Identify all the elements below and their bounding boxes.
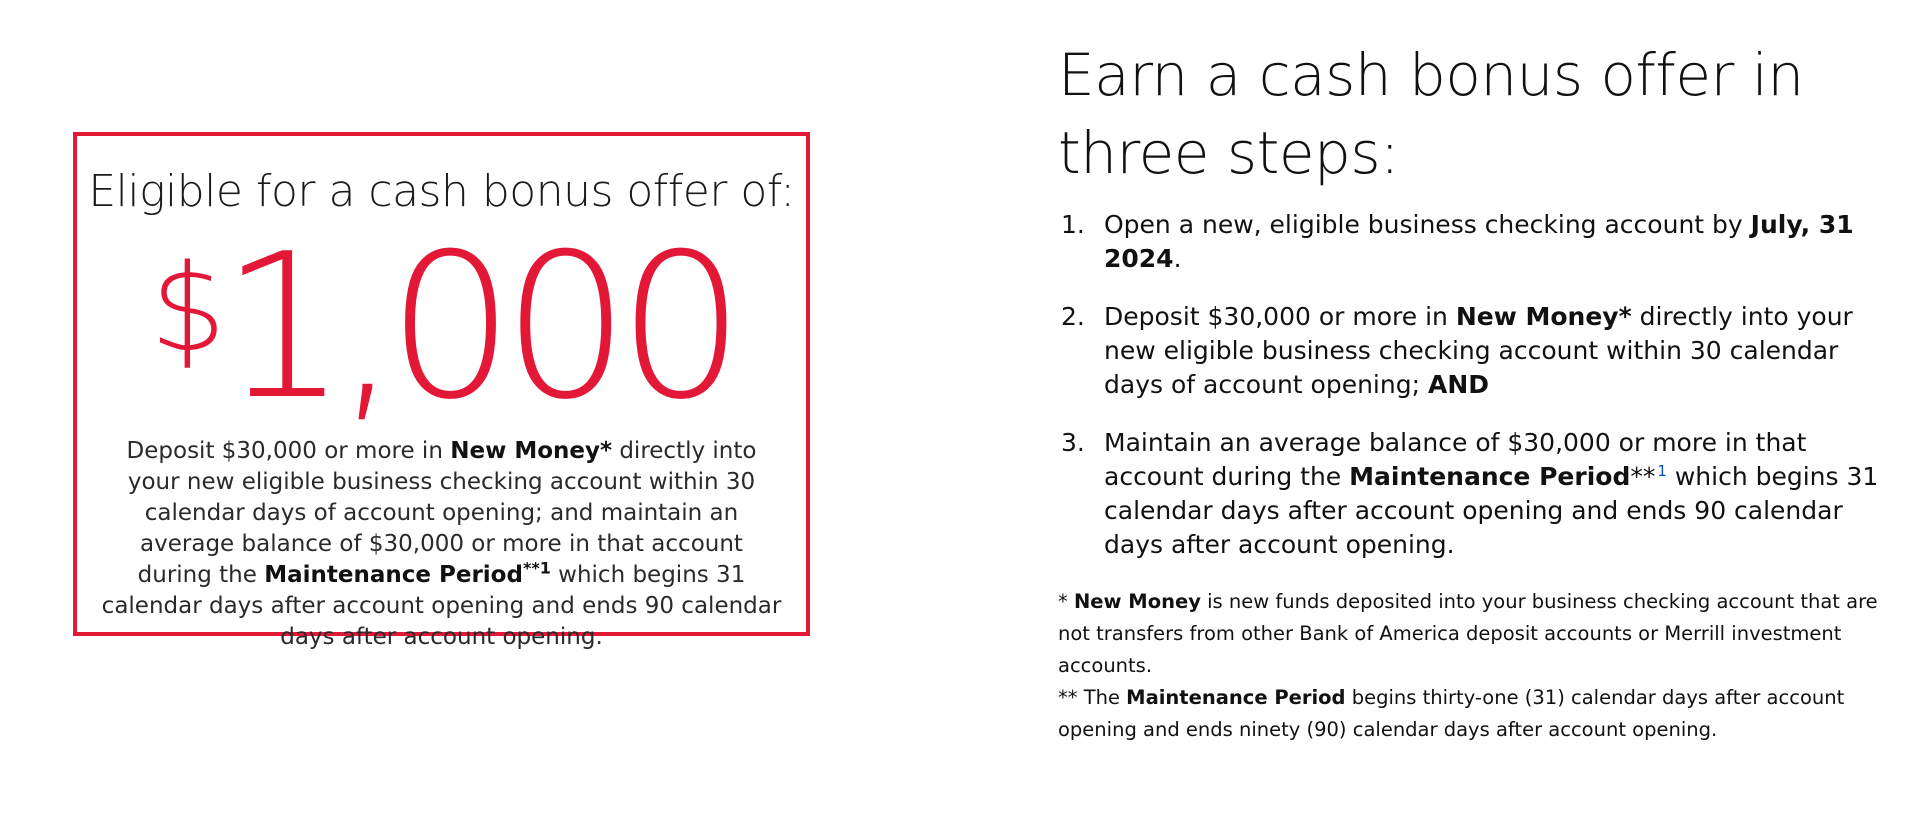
footnotes <box>1058 586 1888 746</box>
footnote-prefix: * <box>1058 590 1074 613</box>
footnote-stars: ** <box>1630 462 1656 491</box>
step-item <box>1058 208 1888 276</box>
maintenance-period-term: Maintenance Period <box>264 562 523 588</box>
step-text: Open a new, eligible business checking account by <box>1104 210 1751 239</box>
amount-value: 1,000 <box>220 211 733 444</box>
footnote-text: is new funds deposited into your business checking account that are not transfers from other Bank of America deposit accounts or Merrill investment accounts. <box>1058 590 1878 677</box>
new-money-term: New Money* <box>1455 302 1632 331</box>
card-title: Eligible for a cash bonus offer of: <box>88 166 795 217</box>
cash-bonus-card <box>73 132 810 650</box>
step-text-cont: directly into your new eligible business checking account within 30 calendar days of account opening; <box>1104 302 1853 399</box>
deadline-date: July, 31 2024 <box>1104 210 1854 273</box>
footnote-prefix: ** The <box>1058 686 1127 709</box>
card-body-part-1: Deposit $30,000 or more in <box>126 438 451 464</box>
step-number: 1. <box>1061 210 1085 239</box>
maintenance-period-term: Maintenance Period <box>1349 462 1631 491</box>
bonus-amount <box>77 211 806 444</box>
footnote-new-money <box>1058 586 1888 682</box>
and-emphasis: AND <box>1427 370 1489 399</box>
footnote-term: New Money <box>1073 590 1201 613</box>
step-number: 3. <box>1061 428 1085 457</box>
card-description <box>101 436 782 653</box>
footnote-maintenance <box>1058 682 1888 746</box>
footnote-term: Maintenance Period <box>1126 686 1346 709</box>
step-item <box>1058 300 1888 402</box>
steps-section <box>1058 36 1888 746</box>
card-body-part-2: directly into your new eligible business checking account within 30 calendar days of account opening; and maintain an average balance of $30,000 or more in that account during the <box>127 438 757 588</box>
footnote-text: begins thirty-one (31) calendar days after account opening and ends ninety (90) calendar days after account opening. <box>1058 686 1845 741</box>
step-text: Deposit $30,000 or more in <box>1104 302 1456 331</box>
footnote-link[interactable]: 1 <box>1657 461 1667 480</box>
currency-symbol: $ <box>150 240 227 379</box>
step-text: Maintain an average balance of $30,000 or more in that account during the <box>1104 428 1807 491</box>
footnote-marker: **1 <box>522 558 551 578</box>
step-item <box>1058 426 1888 562</box>
steps-heading: Earn a cash bonus offer in three steps: <box>1058 41 1804 187</box>
step-text-cont: which begins 31 calendar days after account opening and ends 90 calendar days after account opening. <box>1104 462 1879 559</box>
card-body-part-3: which begins 31 calendar days after account opening and ends 90 calendar days after account opening. <box>101 562 782 650</box>
new-money-term: New Money* <box>450 438 613 464</box>
steps-list <box>1058 208 1888 562</box>
step-number: 2. <box>1061 302 1085 331</box>
step-text-end: . <box>1173 244 1182 273</box>
